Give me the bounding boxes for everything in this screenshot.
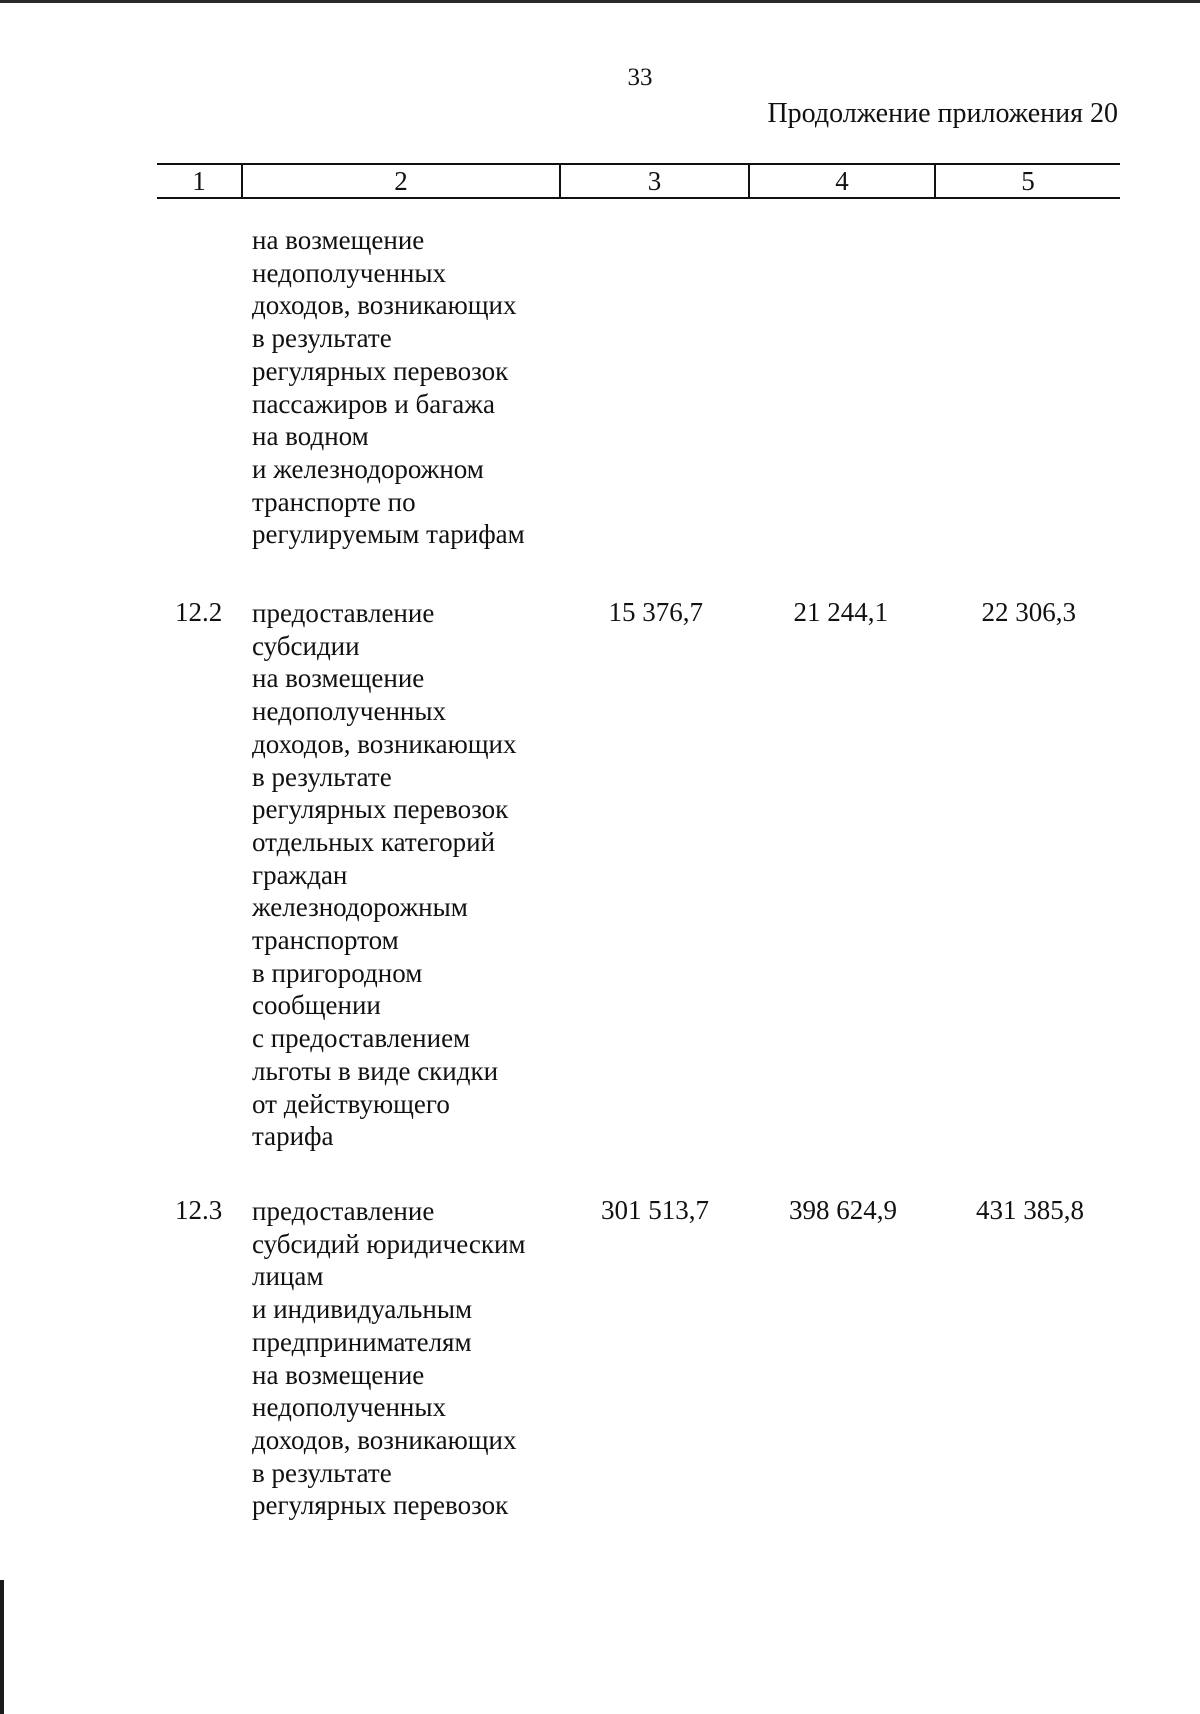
table-row-description: на возмещение недополученных доходов, возникающих в результате регулярных перевозок пассажиров и багажа на водном и железнодорожном транспорте по регулируемым тарифам	[252, 225, 525, 550]
scan-edge-left	[0, 1580, 4, 1714]
table-header-row	[157, 163, 1120, 199]
table-cell-col4: 398 624,9	[789, 1195, 897, 1225]
table-cell-col4: 21 244,1	[793, 597, 888, 627]
header-col-1: 1	[192, 166, 206, 196]
table-cell-col5: 22 306,3	[981, 597, 1076, 627]
table-row-description: предоставление субсидии на возмещение недополученных доходов, возникающих в результате регулярных перевозок отдельных категорий граждан железнодорожным транспортом в пригородном сообщении с предоставлением льготы в виде скидки от действующего тарифа	[252, 598, 517, 1152]
scan-edge-top	[0, 0, 1200, 3]
header-col-4: 4	[835, 166, 849, 196]
table-row-number: 12.2	[175, 597, 223, 627]
table-cell-col3: 301 513,7	[601, 1195, 709, 1225]
header-col-2: 2	[394, 166, 408, 196]
table-row-number: 12.3	[175, 1195, 223, 1225]
header-col-3: 3	[647, 166, 662, 196]
page-number: 33	[627, 64, 653, 91]
table-cell-col5: 431 385,8	[976, 1195, 1084, 1225]
header-col-5: 5	[1021, 166, 1035, 196]
table-cell-col3: 15 376,7	[608, 597, 703, 627]
continuation-label: Продолжение приложения 20	[767, 98, 1118, 129]
table-row-description: предоставление субсидий юридическим лицам и индивидуальным предпринимателям на возмещение недополученных доходов, возникающих в результате регулярных перевозок	[252, 1196, 526, 1521]
